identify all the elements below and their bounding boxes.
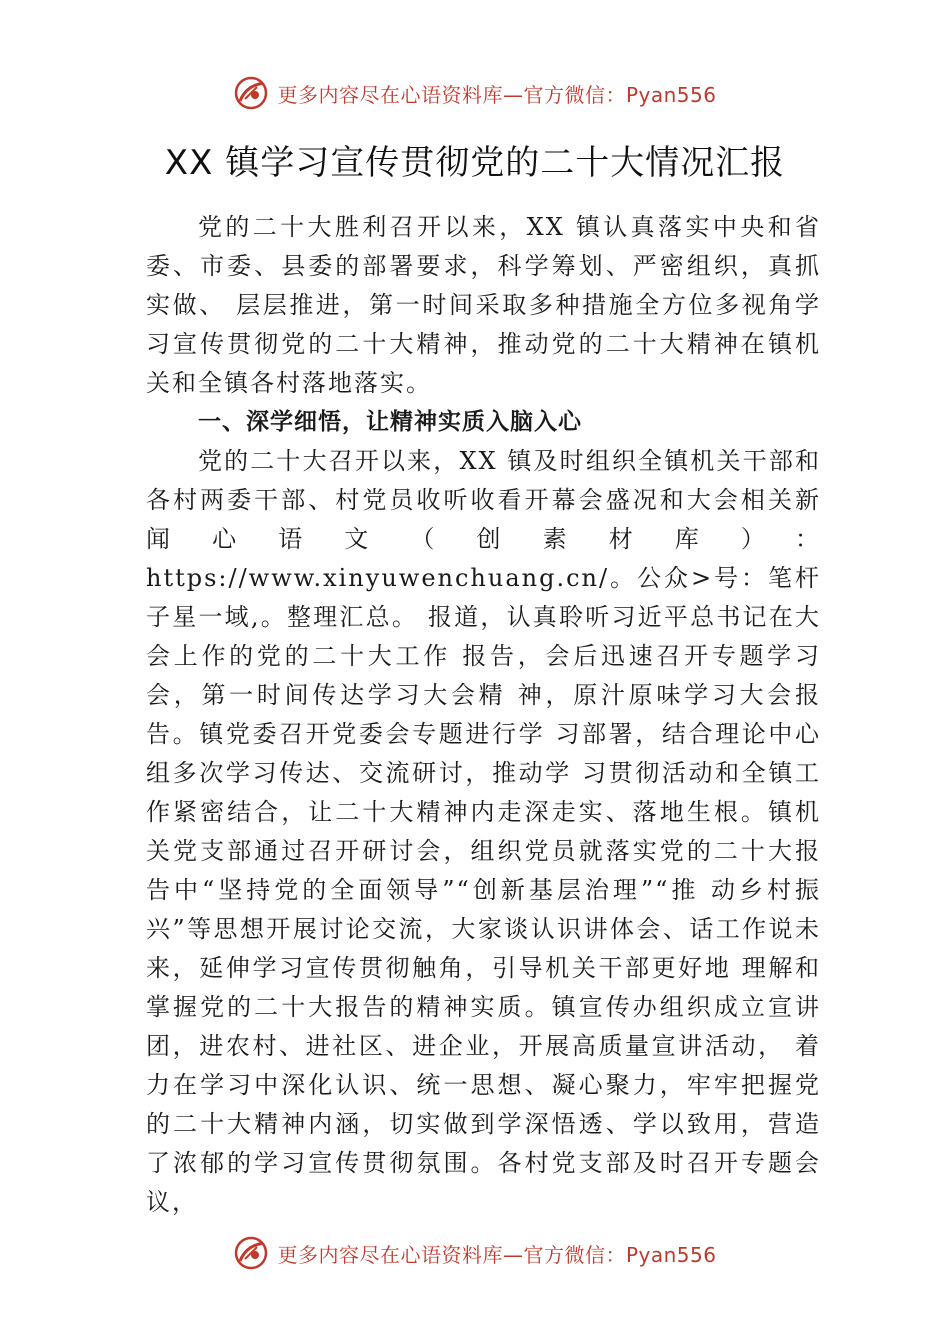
brand-logo-icon <box>233 1235 269 1271</box>
header-banner <box>0 68 950 118</box>
banner-text: 更多内容尽在心语资料库—官方微信：Pyan556 <box>277 82 717 107</box>
document-title: XX 镇学习宣传贯彻党的二十大情况汇报 <box>164 143 786 183</box>
brand-logo-icon <box>233 75 269 111</box>
section-heading: 一、深学细悟，让精神实质入脑入心 <box>198 409 582 435</box>
intro-paragraph: 党的二十大胜利召开以来，XX 镇认真落实中央和省委、市委、县委的部署要求，科学筹划、严密组织，真抓实做、 层层推进，第一时间采取多种措施全方位多视角学习宣传贯彻党的二十大精神，推动党的二十大精神在镇机关和全镇各村落地落实。 <box>146 213 821 397</box>
document-body <box>146 208 821 1222</box>
section-paragraph: 党的二十大召开以来，XX 镇及时组织全镇机关干部和各村两委干部、村党员收听收看开幕会盛况和大会相关新闻心语文（创素材库）：https://www.xinyuwenchuang.cn/。公众>号：笔杆子星一域,。整理汇总。 报道，认真聆听习近平总书记在大会上作的党的二十大工作 报告，会后迅速召开专题学习会，第一时间传达学习大会精 神，原汁原味学习大会报告。镇党委召开党委会专题进行学 习部署，结合理论中心组多次学习传达、交流研讨，推动学 习贯彻活动和全镇工作紧密结合，让二十大精神内走深走实、落地生根。镇机关党支部通过召开研讨会，组织党员就落实党的二十大报告中“坚持党的全面领导”“创新基层治理”“推 动乡村振兴”等思想开展讨论交流，大家谈认识讲体会、话工作说未来，延伸学习宣传贯彻触角，引导机关干部更好地 理解和掌握党的二十大报告的精神实质。镇宣传办组织成立宣讲团，进农村、进社区、进企业，开展高质量宣讲活动， 着力在学习中深化认识、统一思想、凝心聚力，牢牢把握党的二十大精神内涵，切实做到学深悟透、学以致用，营造了浓郁的学习宣传贯彻氛围。各村党支部及时召开专题会议， <box>146 447 821 1216</box>
footer-banner <box>0 1228 950 1278</box>
banner-text: 更多内容尽在心语资料库—官方微信：Pyan556 <box>277 1242 717 1267</box>
